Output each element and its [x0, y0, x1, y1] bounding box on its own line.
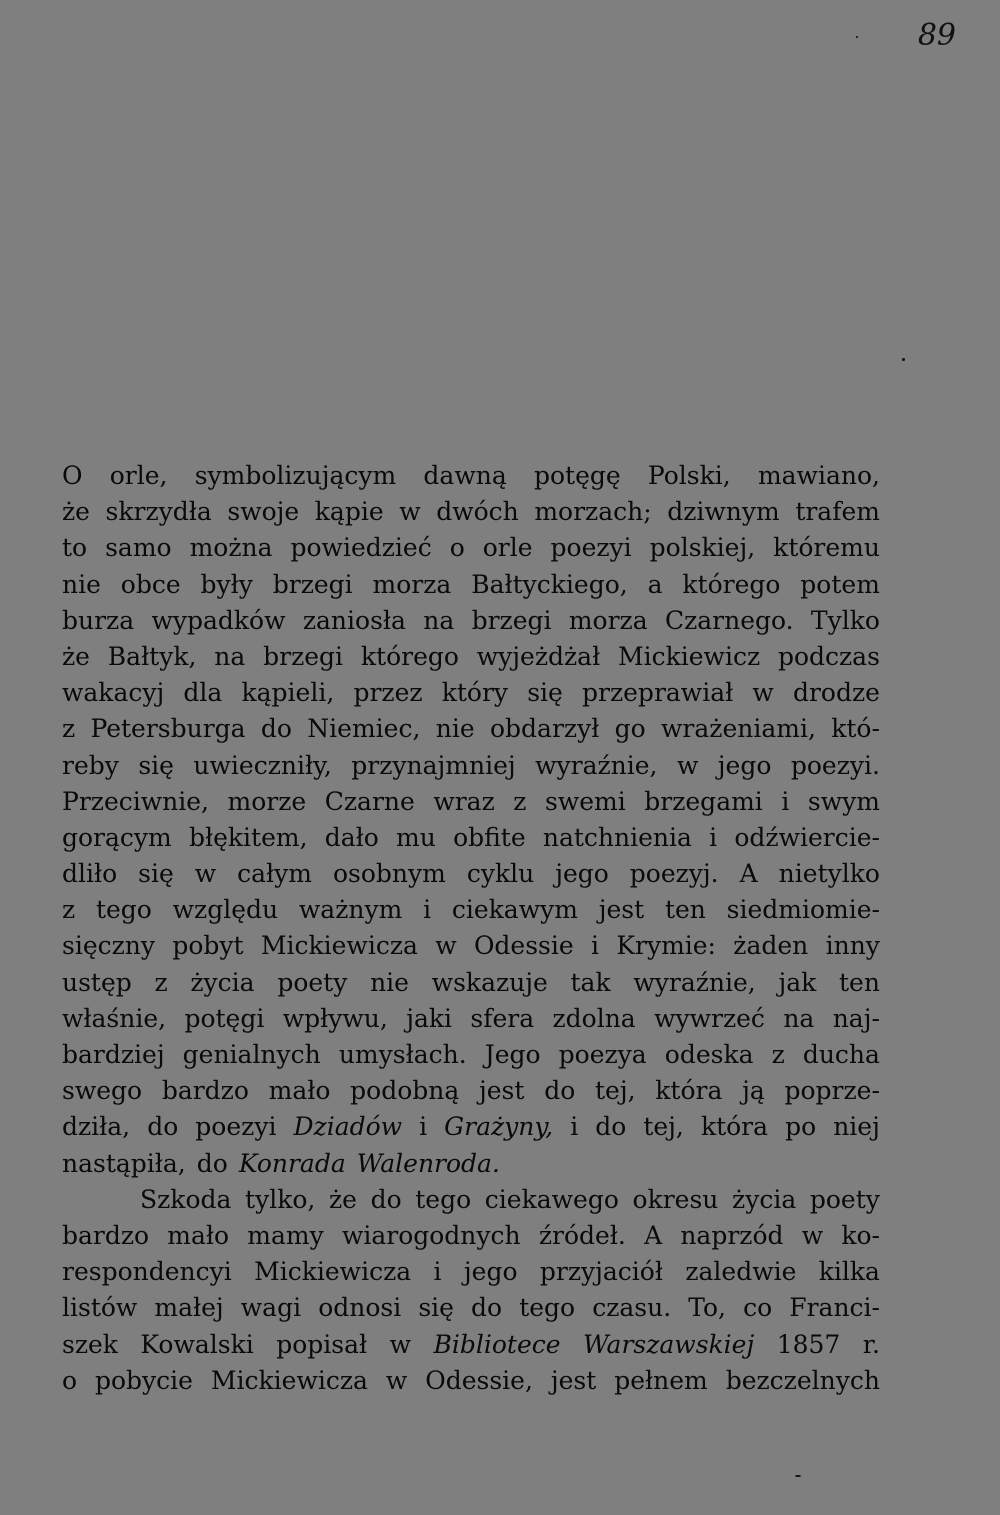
word: swoje [227, 497, 300, 527]
word: bezczelnych [725, 1365, 880, 1395]
body-text [62, 458, 880, 1399]
word: i [423, 895, 432, 925]
paragraph [62, 1182, 880, 1399]
word: mu [396, 822, 436, 852]
word: co [743, 1293, 773, 1323]
word: wraz [433, 786, 495, 816]
word: Bałtyckiego, [471, 569, 628, 599]
word: zdolna [552, 1003, 636, 1033]
word: odeska [664, 1040, 754, 1069]
scan-speck [856, 36, 858, 38]
word: to [62, 533, 88, 563]
word: w [399, 497, 421, 527]
word: Walenroda. [356, 1148, 500, 1178]
word: ją [742, 1076, 765, 1106]
text-line [62, 494, 880, 530]
word: morze [227, 786, 307, 816]
word: powiedzieć [290, 533, 432, 563]
word: bardziej [62, 1040, 165, 1069]
word: można [189, 533, 273, 563]
word: Mickiewicza [254, 1257, 412, 1287]
word: w [752, 678, 774, 708]
word: z [154, 967, 168, 997]
text-line [62, 748, 880, 784]
word: tego [519, 1293, 576, 1323]
word: wakacyj [62, 678, 165, 708]
word: któ- [831, 714, 880, 744]
text-line [62, 1146, 880, 1182]
text-line [62, 892, 880, 928]
word: błękitem, [188, 822, 308, 852]
word: Niemiec, [307, 714, 421, 744]
word: Przeciwnie, [62, 786, 209, 816]
word: genialnych [182, 1040, 321, 1069]
word: nie [435, 714, 475, 744]
word: pełnem [614, 1365, 708, 1395]
word: którego [682, 569, 781, 599]
text-line [62, 1290, 880, 1326]
word: dliło [62, 859, 118, 889]
word: naprzód [680, 1220, 784, 1250]
word: o [62, 1365, 78, 1395]
word: względu [172, 895, 279, 925]
word: przez [353, 678, 423, 708]
word: były [200, 569, 253, 599]
word: pobyt [172, 931, 244, 961]
word: ciekawego [484, 1184, 619, 1214]
word: dawną [423, 461, 507, 490]
word: życia [190, 967, 255, 997]
word: Krymie: [616, 931, 716, 961]
text-line [62, 675, 880, 711]
word: potem [800, 569, 880, 599]
text-line [62, 1001, 880, 1037]
word: się [138, 750, 174, 780]
word: nie [370, 967, 409, 997]
word: Odessie [473, 931, 574, 961]
word: polskiej, [649, 533, 756, 563]
word: ten [838, 967, 880, 997]
word: skrzydła [105, 497, 212, 527]
word: przynajmniej [351, 750, 516, 780]
word: wiarogodnych [341, 1220, 521, 1250]
word: odźwiercie- [734, 822, 880, 852]
word: morzach; [534, 497, 652, 527]
word: sfera [470, 1003, 535, 1033]
word: Franci- [789, 1293, 880, 1323]
word: Mickiewicza [260, 931, 418, 961]
word: tej, [594, 1076, 636, 1106]
word: źródeł. [538, 1220, 626, 1250]
word: wyjeżdżał [476, 641, 601, 671]
page-number: 89 [917, 18, 956, 53]
word: i [781, 786, 790, 816]
word: Tylko [810, 605, 880, 635]
word: O [62, 461, 83, 490]
word: z [513, 786, 527, 816]
word: życia [732, 1184, 797, 1214]
word: orle [482, 533, 533, 563]
word: Czarne [324, 786, 415, 816]
word: natchnienia [542, 822, 692, 852]
word: kąpie [314, 497, 384, 527]
text-line [62, 1109, 880, 1145]
word: jaki [406, 1003, 452, 1033]
word: wpływu, [282, 1003, 388, 1033]
word: bardzo [62, 1220, 150, 1250]
word: a [647, 569, 663, 599]
word: do [595, 1112, 627, 1142]
word: któremu [773, 533, 880, 563]
word: dziwnym [667, 497, 780, 527]
text-line [62, 1037, 880, 1073]
word: ducha [802, 1040, 880, 1069]
word: tego [95, 895, 152, 925]
word: morza [568, 605, 648, 635]
word: listów [62, 1293, 138, 1323]
word: dwóch [436, 497, 519, 527]
word: wyraźnie, [535, 750, 658, 780]
word: wyraźnie, [633, 967, 756, 997]
word: którego [360, 641, 459, 671]
word: brzegi [272, 569, 353, 599]
scan-speck [902, 358, 905, 361]
word: niej [833, 1112, 880, 1142]
word: i [433, 1257, 442, 1287]
word: poezyi [195, 1112, 277, 1142]
text-line [62, 856, 880, 892]
text-line [62, 1363, 880, 1399]
word: i [709, 822, 718, 852]
word: Odessie, [425, 1365, 533, 1395]
text-line [62, 1073, 880, 1109]
word: obce [120, 569, 181, 599]
word: o [449, 533, 465, 563]
word: który [441, 678, 509, 708]
word: To, [688, 1293, 726, 1323]
word: dziła, [62, 1112, 131, 1142]
word: tak [570, 967, 611, 997]
word: Mickiewicza [210, 1365, 368, 1395]
word: trafem [795, 497, 880, 527]
word: orle, [109, 461, 168, 490]
word: obdarzył [489, 714, 600, 744]
word: poprze- [784, 1076, 880, 1106]
word: popisał [276, 1329, 368, 1359]
word: mawiano, [757, 461, 880, 490]
word: się [418, 1293, 454, 1323]
text-line [62, 567, 880, 603]
word: Szkoda [140, 1184, 232, 1214]
word: drodze [792, 678, 880, 708]
word: poezyj. [629, 859, 719, 889]
word: która [700, 1112, 769, 1142]
word: brzegami [644, 786, 763, 816]
text-line [62, 1254, 880, 1290]
word: na [214, 641, 246, 671]
word: w [389, 1329, 412, 1359]
word: podczas [777, 641, 880, 671]
word: potęgę [533, 461, 621, 490]
word: podobną [350, 1076, 460, 1106]
word: do [147, 1112, 179, 1142]
word: reby [62, 750, 119, 780]
word: symbolizującym [194, 461, 397, 490]
word: nastąpiła, [62, 1148, 186, 1178]
word: Konrada [238, 1148, 346, 1178]
word: Czarnego. [664, 605, 794, 635]
word: jego [555, 859, 609, 889]
word: która [655, 1076, 723, 1106]
word: Warszawskiej [583, 1329, 755, 1359]
word: pobycie [95, 1365, 193, 1395]
word: Bałtyk, [107, 641, 197, 671]
word: umysłach. [338, 1040, 467, 1069]
word: do [544, 1076, 576, 1106]
word: potęgi [184, 1003, 265, 1033]
word: ten [664, 895, 706, 925]
word: i [591, 931, 599, 961]
word: respondencyi [62, 1257, 232, 1287]
word: siedmiomie- [726, 895, 880, 925]
word: mamy [247, 1220, 324, 1250]
word: w [435, 931, 457, 961]
word: poety [809, 1184, 880, 1214]
word: poezyi [550, 533, 632, 563]
word: w [194, 859, 217, 889]
text-line [62, 458, 880, 494]
word: i [570, 1112, 579, 1142]
word: Polski, [647, 461, 731, 490]
word: czasu. [592, 1293, 672, 1323]
word: odnosi [318, 1293, 402, 1323]
word: ustęp [62, 967, 132, 997]
text-line [62, 1327, 880, 1363]
word: jest [479, 1076, 525, 1106]
word: obfite [453, 822, 526, 852]
word: ważnym [298, 895, 403, 925]
text-line [62, 928, 880, 964]
word: z [62, 714, 76, 744]
word: Grażyny, [444, 1112, 554, 1142]
word: morza [372, 569, 452, 599]
word: i [419, 1112, 428, 1142]
word: wrażeniami, [661, 714, 816, 744]
text-line [62, 639, 880, 675]
word: burza [62, 605, 135, 635]
word: właśnie, [62, 1003, 167, 1033]
word: jego [463, 1257, 518, 1287]
word: jest [598, 895, 645, 925]
word: wagi [240, 1293, 302, 1323]
word: wywrzeć [654, 1003, 765, 1033]
word: do [196, 1148, 228, 1178]
word: swemi [545, 786, 626, 816]
word: swym [807, 786, 880, 816]
word: szek [62, 1329, 118, 1359]
text-line [62, 530, 880, 566]
word: małej [154, 1293, 224, 1323]
word: na [423, 605, 455, 635]
word: mało [167, 1220, 230, 1250]
word: inny [825, 931, 880, 961]
word: nie [62, 569, 101, 599]
word: Kowalski [140, 1329, 254, 1359]
word: go [614, 714, 646, 744]
word: żaden [733, 931, 809, 961]
word: całym [237, 859, 312, 889]
word: wypadków [151, 605, 286, 635]
text-line [62, 603, 880, 639]
word: tego [415, 1184, 472, 1214]
word: do [471, 1293, 503, 1323]
word: przyjaciół [539, 1257, 663, 1287]
word: brzegi [263, 641, 344, 671]
word: do [260, 714, 292, 744]
word: poety [277, 967, 348, 997]
word: jak [778, 967, 817, 997]
word: poezyi. [790, 750, 880, 780]
word: naj- [832, 1003, 880, 1033]
word: gorącym [62, 822, 172, 852]
word: dla [183, 678, 223, 708]
word: bardzo [161, 1076, 249, 1106]
word: Jego [484, 1040, 541, 1069]
text-line [62, 820, 880, 856]
word: z [771, 1040, 785, 1069]
text-line [62, 711, 880, 747]
word: jest [550, 1365, 597, 1395]
word: Bibliotece [433, 1329, 561, 1359]
word: kąpieli, [241, 678, 335, 708]
word: do [370, 1184, 402, 1214]
word: 1857 [776, 1329, 841, 1359]
word: A [739, 859, 758, 889]
word: swego [62, 1076, 143, 1106]
word: A [644, 1220, 663, 1250]
word: kilka [818, 1257, 880, 1287]
word: Mickiewicz [618, 641, 761, 671]
word: po [785, 1112, 817, 1142]
word: w [801, 1220, 824, 1250]
word: przeprawiał [582, 678, 734, 708]
word: że [62, 641, 90, 671]
word: w [385, 1365, 408, 1395]
word: ko- [841, 1220, 880, 1250]
word: samo [105, 533, 172, 563]
word: z [62, 895, 76, 925]
text-line [62, 784, 880, 820]
text-line [62, 965, 880, 1001]
word: dało [324, 822, 379, 852]
paragraph [62, 458, 880, 1182]
word: brzegi [471, 605, 552, 635]
word: ciekawym [451, 895, 578, 925]
word: się [138, 859, 174, 889]
word: Petersburga [90, 714, 246, 744]
word: sięczny [62, 931, 156, 961]
word: jego [717, 750, 772, 780]
word: że [328, 1184, 357, 1214]
word: zaledwie [685, 1257, 797, 1287]
word: w [676, 750, 699, 780]
word: uwieczniły, [193, 750, 332, 780]
scan-speck [795, 1475, 801, 1477]
text-line [62, 1218, 880, 1254]
word: się [527, 678, 563, 708]
text-line [62, 1182, 880, 1218]
word: zaniosła [302, 605, 406, 635]
word: nietylko [778, 859, 880, 889]
word: że [62, 497, 90, 527]
word: osobnym [332, 859, 446, 889]
word: Dziadów [293, 1112, 403, 1142]
word: okresu [632, 1184, 719, 1214]
word: mało [268, 1076, 331, 1106]
word: tej, [643, 1112, 684, 1142]
word: cyklu [466, 859, 535, 889]
word: na [783, 1003, 815, 1033]
word: poezya [558, 1040, 647, 1069]
word: tylko, [245, 1184, 316, 1214]
word: r. [862, 1329, 880, 1359]
word: wskazuje [431, 967, 548, 997]
